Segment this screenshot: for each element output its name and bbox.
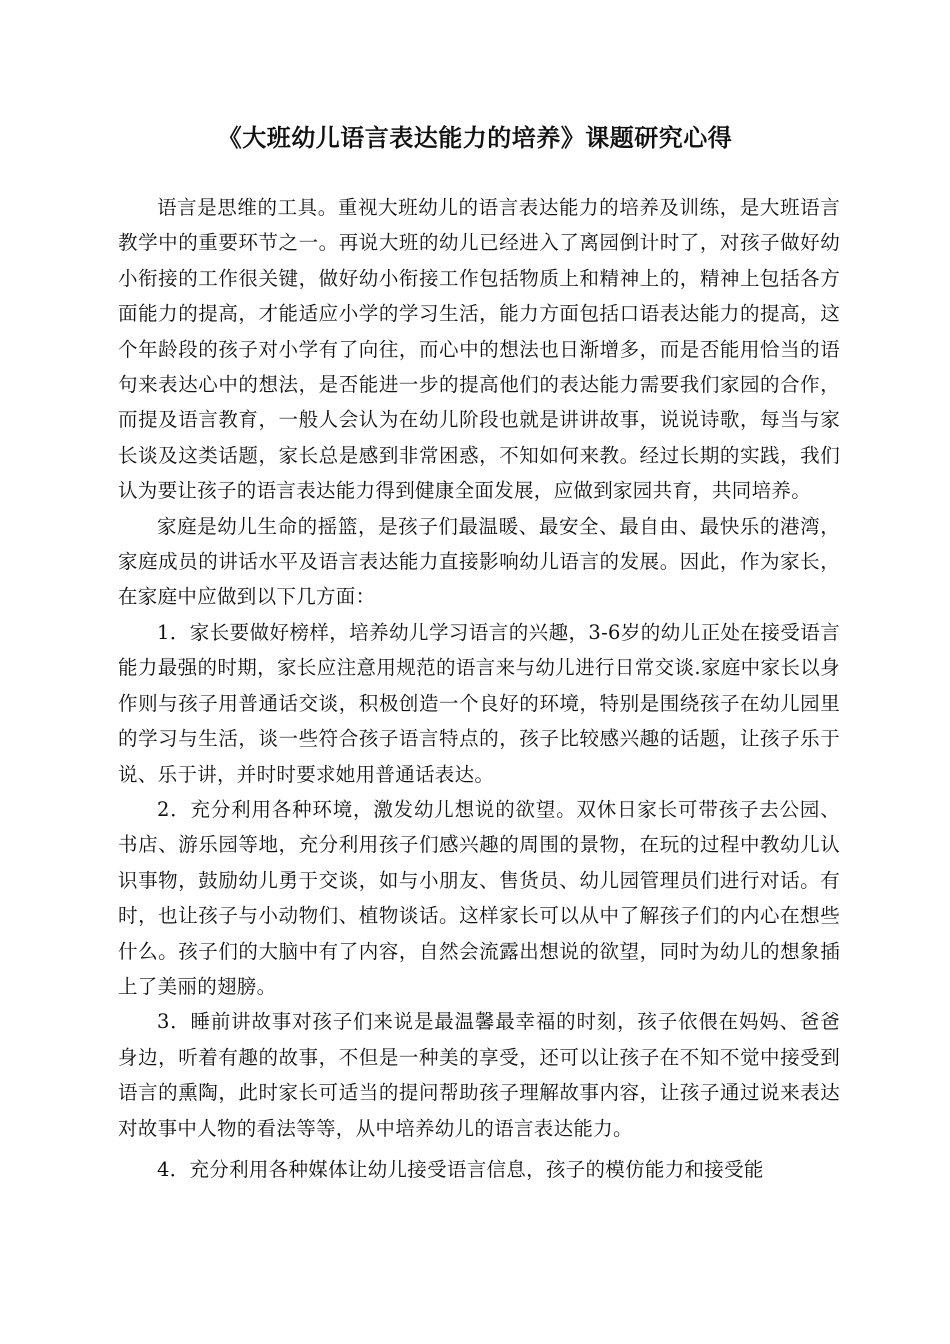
list-item-3: 3．睡前讲故事对孩子们来说是最温馨最幸福的时刻，孩子依偎在妈妈、爸爸身边，听着有趣的故事，不但是一种美的享受，还可以让孩子在不知不觉中接受到语言的熏陶，此时家长可适当的提问帮助孩子理解故事内容，让孩子通过说来表达对故事中人物的看法等等，从中培养幼儿的语言表达能力。 xyxy=(118,1010,840,1140)
paragraph-intro: 语言是思维的工具。重视大班幼儿的语言表达能力的培养及训练，是大班语言教学中的重要环节之一。再说大班的幼儿已经进入了离园倒计时了，对孩子做好幼小衔接的工作很关键，做好幼小衔接工作包括物质上和精神上的，精神上包括各方面能力的提高，才能适应小学的学习生活，能力方面包括口语表达能力的提高，这个年龄段的孩子对小学有了向往，而心中的想法也日渐增多，而是否能用恰当的语句来表达心中的想法，是否能进一步的提高他们的表达能力需要我们家园的合作，而提及语言教育，一般人会认为在幼儿阶段也就是讲讲故事，说说诗歌，每当与家长谈及这类话题，家长总是感到非常困惑，不知如何来教。经过长期的实践，我们认为要让孩子的语言表达能力得到健康全面发展，应做到家园共育，共同培养。 xyxy=(118,196,840,503)
document-title: 《大班幼儿语言表达能力的培养》课题研究心得 xyxy=(217,123,733,152)
list-item-4: 4．充分利用各种媒体让幼儿接受语言信息，孩子的模仿能力和接受能 xyxy=(157,1157,764,1181)
paragraph-family: 家庭是幼儿生命的摇篮，是孩子们最温暖、最安全、最自由、最快乐的港湾，家庭成员的讲话水平及语言表达能力直接影响幼儿语言的发展。因此，作为家长，在家庭中应做到以下几方面： xyxy=(118,514,840,609)
document-body xyxy=(118,190,840,1187)
list-item-1: 1．家长要做好榜样，培养幼儿学习语言的兴趣，3-6岁的幼儿正处在接受语言能力最强的时期，家长应注意用规范的语言来与幼儿进行日常交谈.家庭中家长以身作则与孩子用普通话交谈，积极创造一个良好的环境，特别是围绕孩子在幼儿园里的学习与生活，谈一些符合孩子语言特点的，孩子比较感兴趣的话题，让孩子乐于说、乐于讲，并时时要求她用普通话表达。 xyxy=(118,620,840,786)
list-item-2: 2．充分利用各种环境，激发幼儿想说的欲望。双休日家长可带孩子去公园、书店、游乐园等地，充分利用孩子们感兴趣的周围的景物，在玩的过程中教幼儿认识事物，鼓励幼儿勇于交谈，如与小朋友、售货员、幼儿园管理员们进行对话。有时，也让孩子与小动物们、植物谈话。这样家长可以从中了解孩子们的内心在想些什么。孩子们的大脑中有了内容，自然会流露出想说的欲望，同时为幼儿的想象插上了美丽的翅膀。 xyxy=(118,797,840,998)
